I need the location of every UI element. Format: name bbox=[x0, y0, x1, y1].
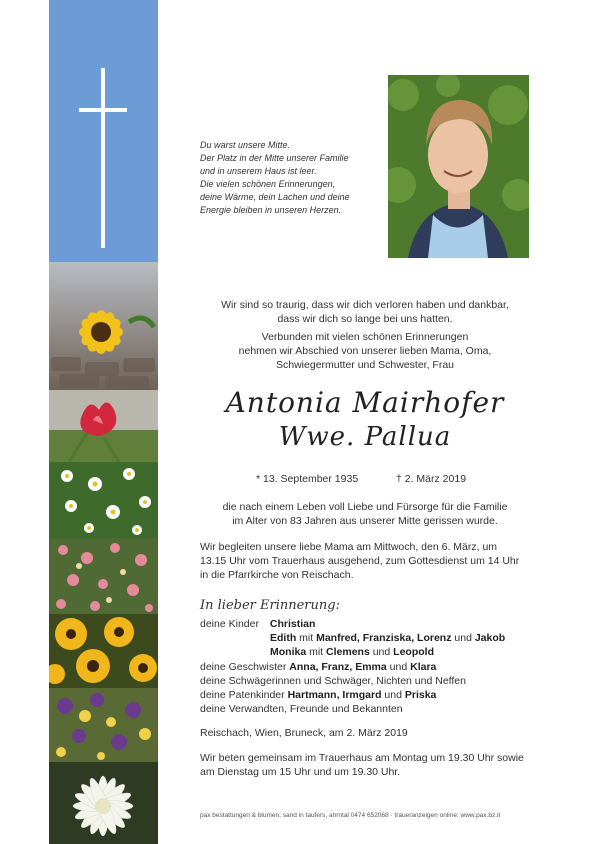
portrait-photo bbox=[388, 75, 529, 258]
siblings-row bbox=[200, 660, 540, 674]
quote-line: Energie bleiben in unseren Herzen. bbox=[200, 205, 342, 215]
grandchild-name: Leopold bbox=[393, 646, 434, 659]
footer-credits: pax bestattungen & blumen, sand in taufers, ahrntal 0474 652068 · traueranzeigen online: www.pax.bz.it bbox=[200, 812, 501, 819]
quote-line: deine Wärme, dein Lachen und deine bbox=[200, 192, 350, 202]
summary-line: die nach einem Leben voll Liebe und Fürsorge für die Familie bbox=[222, 501, 508, 513]
intro-line: Verbunden mit vielen schönen Erinnerungen bbox=[261, 331, 469, 343]
cross-icon bbox=[101, 68, 105, 248]
pink-flowers-photo bbox=[49, 538, 158, 614]
funeral-line: 13.15 Uhr vom Trauerhaus ausgehend, zum Gottesdienst um 14 Uhr bbox=[200, 555, 520, 567]
death-date: † 2. März 2019 bbox=[396, 473, 467, 485]
intro-line: Schwiegermutter und Schwester, Frau bbox=[276, 359, 454, 371]
intro-text bbox=[190, 298, 540, 372]
prayer-line: am Dienstag um 15 Uhr und um 19.30 Uhr. bbox=[200, 766, 401, 778]
life-summary bbox=[190, 500, 540, 528]
deceased-name: Antonia Mairhofer bbox=[225, 386, 505, 419]
connector-text: und bbox=[451, 632, 475, 645]
sunflower-photo bbox=[49, 262, 158, 390]
summary-line: im Alter von 83 Jahren aus unserer Mitte gerissen wurde. bbox=[232, 515, 498, 527]
connector-text: und bbox=[369, 646, 394, 659]
grandchildren-names: Manfred, Franziska, Lorenz bbox=[316, 632, 452, 645]
quote-line: Der Platz in der Mitte unserer Familie bbox=[200, 153, 349, 163]
intro-line: Wir sind so traurig, dass wir dich verloren haben und dankbar, bbox=[221, 299, 509, 311]
funeral-line: in die Pfarrkirche von Reischach. bbox=[200, 569, 354, 581]
quote-line: Du warst unsere Mitte. bbox=[200, 140, 291, 150]
connector-text: und bbox=[386, 660, 411, 673]
relatives-row: deine Verwandten, Freunde und Bekannten bbox=[200, 703, 403, 716]
children-row bbox=[200, 617, 540, 631]
daisy-photo bbox=[49, 462, 158, 538]
children-label: deine Kinder bbox=[200, 618, 259, 630]
child-name: Christian bbox=[269, 618, 316, 630]
place-date: Reischach, Wien, Bruneck, am 2. März 2019 bbox=[200, 727, 408, 739]
connector-text: und bbox=[381, 689, 405, 702]
cross-icon-bar bbox=[79, 108, 127, 112]
tulip-photo bbox=[49, 390, 158, 462]
godchildren-row bbox=[200, 688, 540, 702]
connector-text: mit bbox=[306, 646, 327, 659]
prayer-details bbox=[200, 751, 540, 779]
decorative-strip bbox=[49, 0, 158, 844]
children-row bbox=[200, 645, 540, 659]
godchild-name: Priska bbox=[404, 689, 437, 702]
in-laws-row: deine Schwägerinnen und Schwäger, Nichten und Neffen bbox=[200, 674, 466, 687]
godchildren-names: Hartmann, Irmgard bbox=[287, 689, 382, 702]
remembrance-heading: In lieber Erinnerung: bbox=[200, 598, 340, 613]
white-dahlia-photo bbox=[49, 762, 158, 844]
quote-line: und in unserem Haus ist leer. bbox=[200, 166, 317, 176]
mourners-list bbox=[200, 617, 540, 716]
funeral-line: Wir begleiten unsere liebe Mama am Mittwoch, den 6. März, um bbox=[200, 541, 498, 553]
intro-line: dass wir dich so lange bei uns hatten. bbox=[277, 313, 453, 325]
birth-date: * 13. September 1935 bbox=[256, 473, 359, 485]
siblings-label: deine Geschwister bbox=[200, 660, 290, 673]
blue-panel bbox=[49, 0, 158, 262]
child-name: Monika bbox=[270, 646, 307, 659]
child-name: Edith bbox=[270, 632, 297, 645]
quote-line: Die vielen schönen Erinnerungen, bbox=[200, 179, 336, 189]
deceased-maiden-name: Wwe. Pallua bbox=[278, 422, 452, 452]
funeral-details bbox=[200, 540, 540, 582]
grandchild-name: Clemens bbox=[326, 646, 370, 659]
sibling-names: Anna, Franz, Emma bbox=[289, 660, 387, 673]
prayer-line: Wir beten gemeinsam im Trauerhaus am Montag um 19.30 Uhr sowie bbox=[200, 752, 524, 764]
grandchild-name: Jakob bbox=[474, 632, 506, 645]
children-row bbox=[200, 631, 540, 645]
godchildren-label: deine Patenkinder bbox=[200, 689, 288, 702]
connector-text: mit bbox=[296, 632, 317, 645]
memorial-quote bbox=[200, 139, 380, 217]
purple-flowers-photo bbox=[49, 688, 158, 762]
sibling-name: Klara bbox=[410, 660, 437, 673]
yellow-flowers-photo bbox=[49, 614, 158, 688]
intro-line: nehmen wir Abschied von unserer lieben Mama, Oma, bbox=[238, 345, 492, 357]
